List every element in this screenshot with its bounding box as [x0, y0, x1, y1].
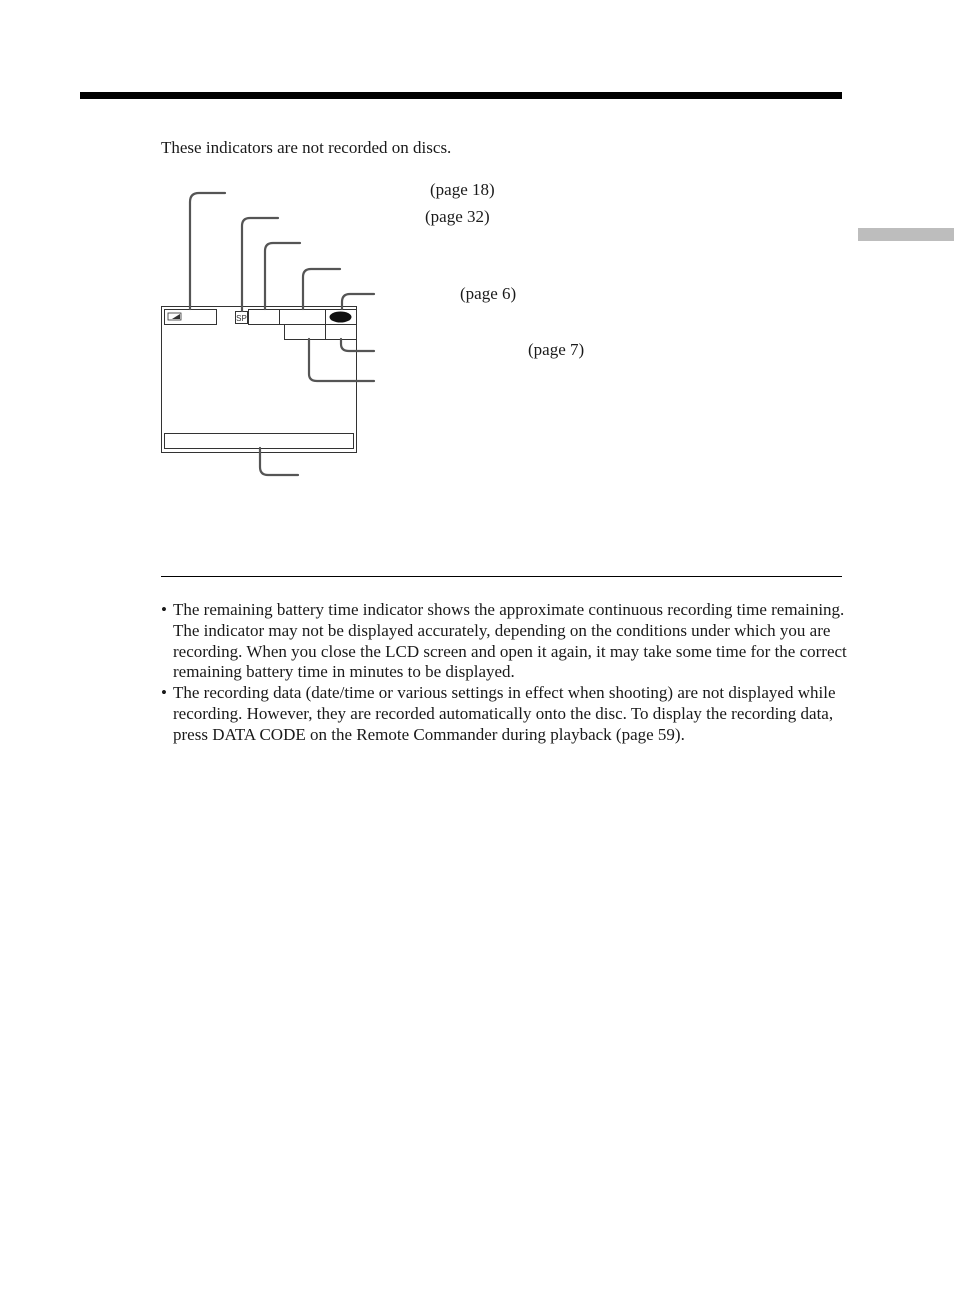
- recording-time-box: [249, 310, 280, 325]
- leader-line-battery: [190, 193, 225, 309]
- note-text: The remaining battery time indicator shows the approximate continuous recording time remaining. The indicator may not be displayed accurately, depending on the conditions under which you are recording. When you close the LCD screen and open it again, it may take some time for the correct remaining battery time in minutes to be displayed.: [173, 600, 847, 682]
- leader-line-quality: [242, 218, 278, 311]
- bullet-glyph: •: [161, 683, 167, 703]
- leader-line-recording-time: [265, 243, 300, 309]
- remaining-disc-box: [280, 310, 326, 325]
- note-text: The recording data (date/time or various settings in effect when shooting) are not displayed while recording. However, they are recorded automatically onto the disc. To display the recording data, press DATA CODE on the Remote Commander during playback (page 59).: [173, 683, 836, 744]
- callout-quality-page-ref: (page 32): [425, 207, 490, 226]
- lcd-screen-frame: [162, 307, 357, 453]
- quality-mode-icon: SP: [236, 314, 247, 323]
- warning-indicator-bar: [165, 434, 354, 449]
- battery-icon: [168, 313, 181, 320]
- screen-indicator-diagram: [0, 0, 954, 560]
- intro-text: These indicators are not recorded on discs.: [161, 138, 452, 157]
- callout-battery-page-ref: (page 18): [430, 180, 495, 199]
- note-item: [161, 600, 851, 683]
- leader-line-self-recording: [341, 339, 374, 351]
- notes-list: [161, 600, 851, 746]
- bullet-glyph: •: [161, 600, 167, 619]
- leader-line-remaining: [303, 269, 340, 309]
- counter-box: [285, 325, 326, 340]
- self-recording-box: [326, 325, 357, 340]
- callout-self-recording-page-ref: (page 7): [528, 340, 585, 359]
- note-item: [161, 683, 851, 745]
- battery-indicator-box: [165, 310, 217, 325]
- record-status-icon: [330, 312, 352, 323]
- callout-record-status-page-ref: (page 6): [460, 284, 517, 303]
- notes-divider: [161, 576, 842, 577]
